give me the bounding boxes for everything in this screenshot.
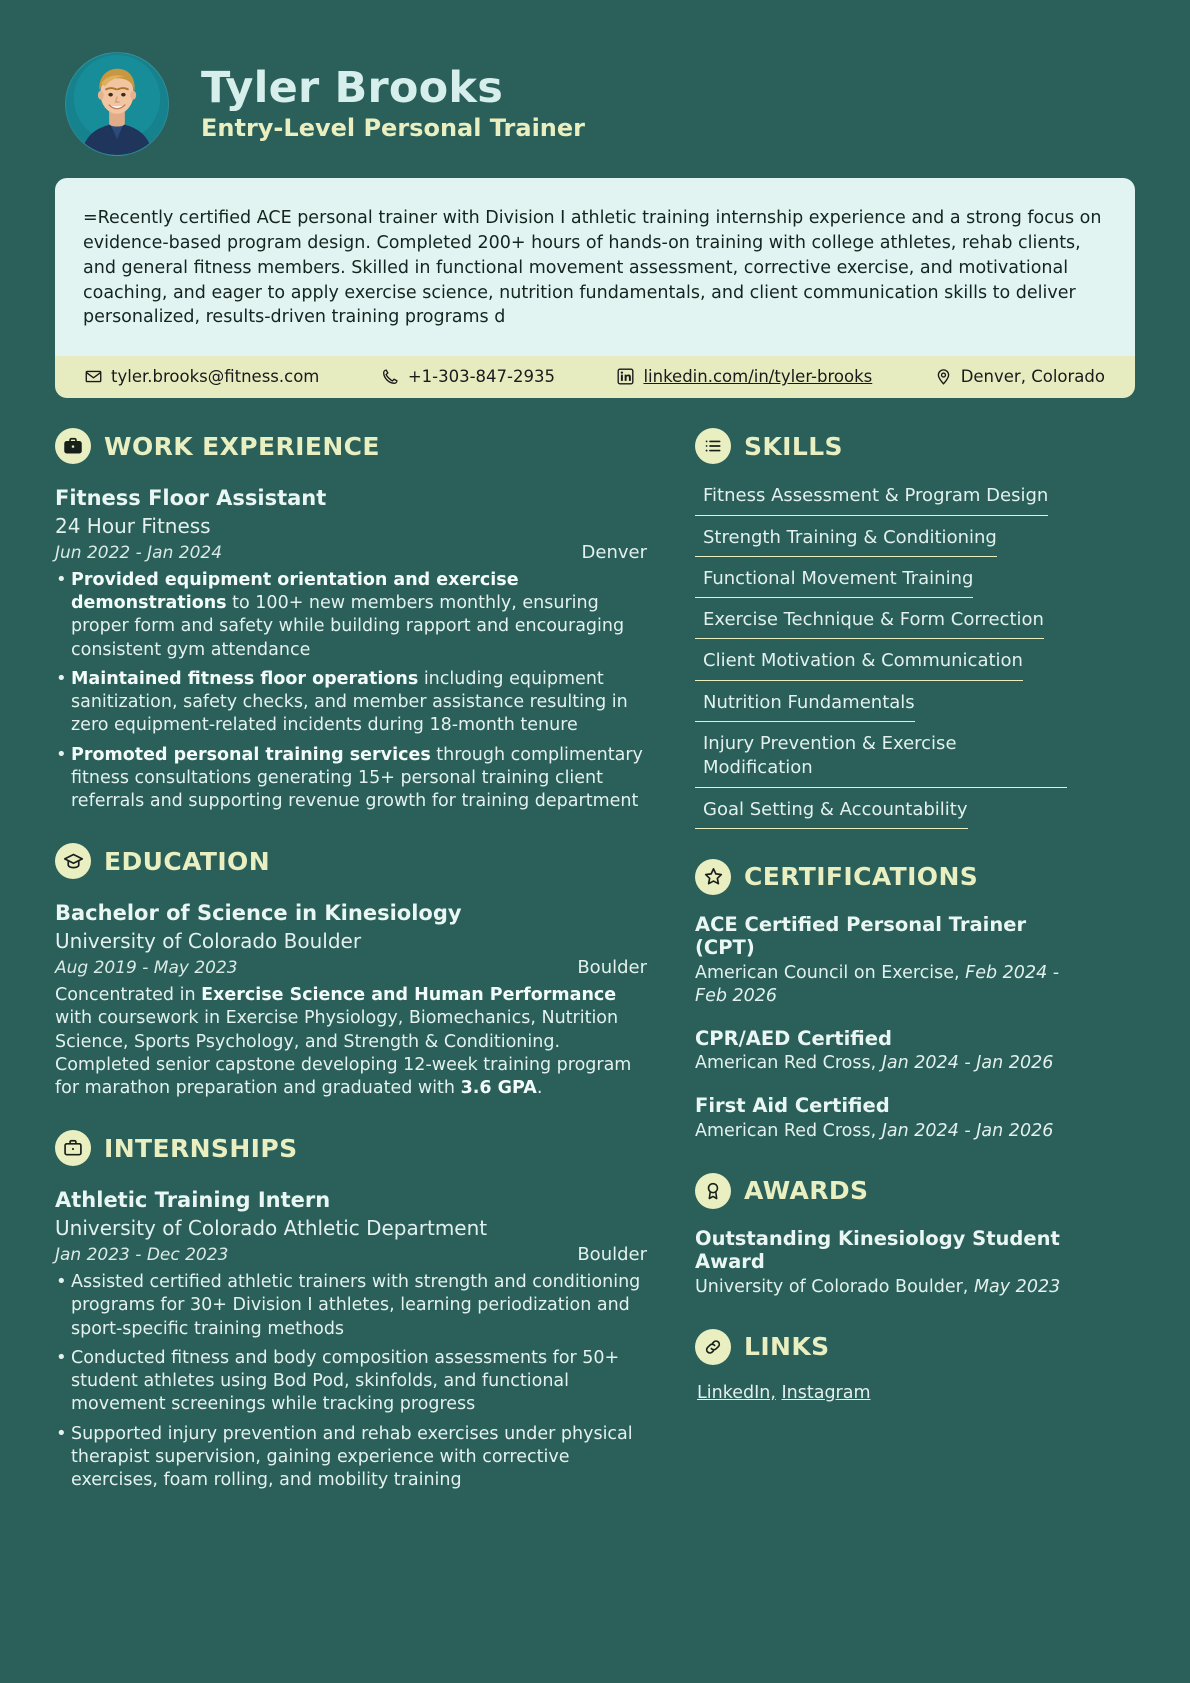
education-school: University of Colorado Boulder bbox=[55, 929, 362, 954]
contact-email[interactable] bbox=[85, 367, 319, 386]
education-desc-pre: Concentrated in bbox=[55, 985, 202, 1006]
link-icon bbox=[695, 1329, 731, 1365]
education-desc-post: . bbox=[536, 1078, 543, 1099]
certification-entry bbox=[695, 913, 1067, 1008]
section-certifications bbox=[695, 859, 1067, 1143]
contact-location bbox=[935, 367, 1105, 386]
internship-bullet-2: • Conducted fitness and body composition assessments for 50+ student athletes using Bod Pod, skinfolds, and functional movement screenings while tracking progress bbox=[55, 1347, 647, 1417]
section-title-work: WORK EXPERIENCE bbox=[104, 431, 380, 461]
summary-text: =Recently certified ACE personal trainer with Division I athletic training internship experience and a strong focus on evidence-based program design. Completed 200+ hours of hands-on training with college athletes, rehab clients, and general fitness members. Skilled in functional movement assessment, corrective exercise, and motivational coaching, and eager to apply exercise science, nutrition fundamentals, and client communication skills to deliver personalized, results-driven training programs d bbox=[55, 178, 1135, 356]
work-bullet-1-bold: Provided equipment orientation and exercise demonstrations bbox=[71, 569, 519, 614]
work-location: Denver bbox=[581, 541, 647, 563]
section-heading-education bbox=[55, 843, 647, 879]
work-company: 24 Hour Fitness bbox=[55, 513, 211, 538]
skill-item: Injury Prevention & Exercise Modification bbox=[695, 730, 1067, 788]
section-heading-skills bbox=[695, 428, 1067, 464]
section-title-skills: SKILLS bbox=[744, 431, 843, 461]
section-skills bbox=[695, 428, 1067, 829]
internship-meta bbox=[55, 1244, 647, 1265]
certification-issuer: American Red Cross, bbox=[695, 1053, 882, 1074]
section-title-internships: INTERNSHIPS bbox=[104, 1133, 298, 1163]
award-date: May 2023 bbox=[973, 1276, 1061, 1297]
work-bullet-3 bbox=[55, 744, 647, 814]
internship-entry bbox=[55, 1188, 647, 1492]
phone-icon bbox=[382, 368, 399, 385]
resume-header bbox=[55, 40, 1135, 178]
education-desc-bold2: 3.6 GPA bbox=[460, 1078, 537, 1099]
certification-entry bbox=[695, 1094, 1067, 1142]
contact-linkedin-link[interactable]: linkedin.com/in/tyler-brooks bbox=[643, 367, 873, 387]
skill-item: Client Motivation & Communication bbox=[695, 647, 1023, 680]
certification-name: First Aid Certified bbox=[695, 1094, 890, 1118]
section-education bbox=[55, 843, 647, 1100]
section-links bbox=[695, 1329, 1067, 1403]
education-desc-bold1: Exercise Science and Human Performance bbox=[201, 985, 617, 1006]
work-job-title: Fitness Floor Assistant bbox=[55, 486, 327, 511]
certification-entry bbox=[695, 1027, 1067, 1075]
section-title-education: EDUCATION bbox=[104, 846, 271, 876]
section-internships bbox=[55, 1130, 647, 1492]
skill-item: Exercise Technique & Form Correction bbox=[695, 606, 1044, 639]
section-awards bbox=[695, 1173, 1067, 1299]
section-title-links: LINKS bbox=[744, 1332, 830, 1362]
contact-bar bbox=[55, 356, 1135, 398]
award-name: Outstanding Kinesiology Student Award bbox=[695, 1226, 1060, 1274]
internship-org: University of Colorado Athletic Department bbox=[55, 1216, 488, 1241]
education-description bbox=[55, 984, 647, 1100]
education-meta bbox=[55, 957, 647, 978]
work-bullet-2 bbox=[55, 668, 647, 738]
skill-item: Strength Training & Conditioning bbox=[695, 524, 997, 557]
section-work-experience bbox=[55, 428, 647, 813]
briefcase-icon bbox=[55, 1130, 91, 1166]
education-desc-mid: with coursework in Exercise Physiology, Biomechanics, Nutrition Science, Sports Psychology, and Strength & Conditioning. Completed senior capstone developing 12-week training program for marathon preparation and graduated with bbox=[55, 1008, 632, 1099]
contact-phone[interactable] bbox=[382, 367, 555, 386]
internship-bullet-3: • Supported injury prevention and rehab exercises under physical therapist supervision, gaining experience with corrective exercises, foam rolling, and mobility training bbox=[55, 1423, 647, 1493]
name-block bbox=[201, 63, 585, 143]
section-title-awards: AWARDS bbox=[744, 1176, 869, 1206]
certification-name: CPR/AED Certified bbox=[695, 1026, 892, 1050]
skill-item: Nutrition Fundamentals bbox=[695, 689, 915, 722]
list-icon bbox=[695, 428, 731, 464]
section-heading-internships bbox=[55, 1130, 647, 1166]
contact-email-text: tyler.brooks@fitness.com bbox=[111, 367, 320, 387]
education-degree: Bachelor of Science in Kinesiology bbox=[55, 901, 462, 926]
link-instagram[interactable]: Instagram bbox=[781, 1382, 871, 1403]
medal-icon bbox=[695, 1173, 731, 1209]
internship-dates: Jan 2023 - Dec 2023 bbox=[55, 1245, 229, 1266]
work-bullet-1-rest: to 100+ new members monthly, ensuring proper form and safety while building rapport and encouraging consistent gym attendance bbox=[71, 593, 625, 660]
briefcase-icon bbox=[55, 428, 91, 464]
person-name: Tyler Brooks bbox=[201, 63, 503, 114]
avatar bbox=[65, 52, 169, 156]
certification-detail bbox=[695, 1052, 1067, 1075]
work-bullet-3-bold: Promoted personal training services bbox=[71, 744, 431, 765]
work-meta bbox=[55, 542, 647, 563]
certification-dates: Jan 2024 - Jan 2026 bbox=[881, 1120, 1054, 1141]
right-column bbox=[695, 428, 1067, 1492]
skill-item: Goal Setting & Accountability bbox=[695, 796, 968, 829]
certification-detail bbox=[695, 962, 1067, 1008]
certification-issuer: American Council on Exercise, bbox=[695, 962, 966, 983]
work-bullet-3-rest: through complimentary fitness consultations generating 15+ personal training client referrals and supporting revenue growth for training department bbox=[71, 744, 643, 812]
internship-bullets bbox=[55, 1271, 647, 1492]
work-entry bbox=[55, 486, 647, 813]
link-linkedin[interactable]: LinkedIn, bbox=[697, 1382, 776, 1403]
contact-location-text: Denver, Colorado bbox=[960, 367, 1105, 387]
star-icon bbox=[695, 859, 731, 895]
section-title-certifications: CERTIFICATIONS bbox=[744, 862, 979, 892]
section-heading-work bbox=[55, 428, 647, 464]
left-column bbox=[55, 428, 647, 1492]
certification-detail bbox=[695, 1120, 1067, 1143]
contact-linkedin[interactable] bbox=[617, 367, 872, 386]
award-detail bbox=[695, 1276, 1067, 1299]
graduation-cap-icon bbox=[55, 843, 91, 879]
internship-title: Athletic Training Intern bbox=[55, 1188, 331, 1213]
education-entry bbox=[55, 901, 647, 1100]
work-bullet-1 bbox=[55, 569, 647, 662]
section-heading-links bbox=[695, 1329, 1067, 1365]
certification-dates: Feb 2024 - Feb 2026 bbox=[695, 962, 1060, 1006]
section-heading-certifications bbox=[695, 859, 1067, 895]
skill-item: Fitness Assessment & Program Design bbox=[695, 482, 1048, 515]
certification-name: ACE Certified Personal Trainer (CPT) bbox=[695, 912, 1027, 960]
certification-issuer: American Red Cross, bbox=[695, 1120, 882, 1141]
content-columns bbox=[55, 398, 1135, 1492]
person-role: Entry-Level Personal Trainer bbox=[201, 114, 585, 143]
skills-list bbox=[695, 482, 1067, 829]
certification-dates: Jan 2024 - Jan 2026 bbox=[881, 1053, 1054, 1074]
location-pin-icon bbox=[935, 368, 952, 385]
linkedin-icon bbox=[617, 368, 634, 385]
work-dates: Jun 2022 - Jan 2024 bbox=[55, 542, 223, 563]
education-location: Boulder bbox=[577, 957, 647, 979]
work-bullet-2-rest: including equipment sanitization, safety checks, and member assistance resulting in zero equipment-related incidents during 18-month tenure bbox=[71, 668, 628, 736]
links-list bbox=[695, 1383, 1067, 1403]
work-bullet-2-bold: Maintained fitness floor operations bbox=[71, 668, 419, 689]
contact-phone-text: +1-303-847-2935 bbox=[407, 367, 555, 387]
envelope-icon bbox=[85, 368, 102, 385]
award-issuer: University of Colorado Boulder, bbox=[695, 1276, 974, 1297]
award-entry bbox=[695, 1227, 1067, 1299]
skill-item: Functional Movement Training bbox=[695, 565, 973, 598]
internship-location: Boulder bbox=[577, 1244, 647, 1266]
section-heading-awards bbox=[695, 1173, 1067, 1209]
internship-bullet-1: • Assisted certified athletic trainers with strength and conditioning programs for 30+ Division I athletes, learning periodization and sport-specific training methods bbox=[55, 1271, 647, 1341]
work-bullets bbox=[55, 569, 647, 814]
education-dates: Aug 2019 - May 2023 bbox=[55, 958, 238, 979]
